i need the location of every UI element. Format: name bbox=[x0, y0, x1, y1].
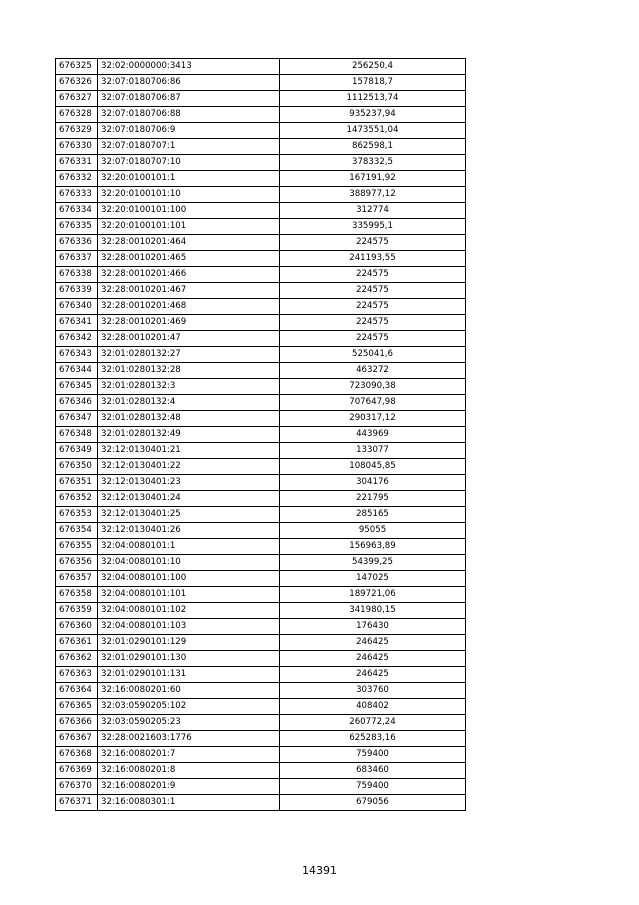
row-id-cell: 676330 bbox=[56, 139, 98, 155]
table-row bbox=[56, 427, 466, 443]
cadastral-number-cell: 32:28:0010201:464 bbox=[98, 235, 280, 251]
table-row bbox=[56, 219, 466, 235]
table-row bbox=[56, 75, 466, 91]
row-id-cell: 676362 bbox=[56, 651, 98, 667]
cadastral-number-cell: 32:12:0130401:22 bbox=[98, 459, 280, 475]
cadastral-number-cell: 32:20:0100101:10 bbox=[98, 187, 280, 203]
cadastral-number-cell: 32:04:0080101:1 bbox=[98, 539, 280, 555]
row-id-cell: 676368 bbox=[56, 747, 98, 763]
cadastral-number-cell: 32:07:0180707:10 bbox=[98, 155, 280, 171]
row-id-cell: 676369 bbox=[56, 763, 98, 779]
value-cell: 408402 bbox=[280, 699, 466, 715]
row-id-cell: 676370 bbox=[56, 779, 98, 795]
row-id-cell: 676355 bbox=[56, 539, 98, 555]
value-cell: 378332,5 bbox=[280, 155, 466, 171]
value-cell: 224575 bbox=[280, 267, 466, 283]
row-id-cell: 676335 bbox=[56, 219, 98, 235]
cadastral-number-cell: 32:04:0080101:101 bbox=[98, 587, 280, 603]
table-row bbox=[56, 299, 466, 315]
row-id-cell: 676361 bbox=[56, 635, 98, 651]
cadastral-number-cell: 32:28:0010201:467 bbox=[98, 283, 280, 299]
cadastral-number-cell: 32:01:0280132:48 bbox=[98, 411, 280, 427]
row-id-cell: 676338 bbox=[56, 267, 98, 283]
table-row bbox=[56, 555, 466, 571]
value-cell: 1112513,74 bbox=[280, 91, 466, 107]
value-cell: 935237,94 bbox=[280, 107, 466, 123]
table-row bbox=[56, 795, 466, 811]
cadastral-number-cell: 32:01:0280132:49 bbox=[98, 427, 280, 443]
value-cell: 625283,16 bbox=[280, 731, 466, 747]
table-row bbox=[56, 91, 466, 107]
table-row bbox=[56, 411, 466, 427]
table-row bbox=[56, 779, 466, 795]
row-id-cell: 676354 bbox=[56, 523, 98, 539]
value-cell: 260772,24 bbox=[280, 715, 466, 731]
cadastral-number-cell: 32:28:0021603:1776 bbox=[98, 731, 280, 747]
value-cell: 224575 bbox=[280, 331, 466, 347]
value-cell: 723090,38 bbox=[280, 379, 466, 395]
cadastral-number-cell: 32:16:0080201:9 bbox=[98, 779, 280, 795]
table-row bbox=[56, 651, 466, 667]
value-cell: 224575 bbox=[280, 299, 466, 315]
table-row bbox=[56, 123, 466, 139]
table-row bbox=[56, 155, 466, 171]
row-id-cell: 676325 bbox=[56, 59, 98, 75]
table-row bbox=[56, 251, 466, 267]
value-cell: 246425 bbox=[280, 651, 466, 667]
cadastral-number-cell: 32:01:0280132:27 bbox=[98, 347, 280, 363]
row-id-cell: 676348 bbox=[56, 427, 98, 443]
cadastral-number-cell: 32:28:0010201:469 bbox=[98, 315, 280, 331]
value-cell: 707647,98 bbox=[280, 395, 466, 411]
row-id-cell: 676349 bbox=[56, 443, 98, 459]
table-row bbox=[56, 379, 466, 395]
table-row bbox=[56, 363, 466, 379]
row-id-cell: 676329 bbox=[56, 123, 98, 139]
cadastral-number-cell: 32:16:0080301:1 bbox=[98, 795, 280, 811]
value-cell: 443969 bbox=[280, 427, 466, 443]
value-cell: 388977,12 bbox=[280, 187, 466, 203]
table-row bbox=[56, 683, 466, 699]
value-cell: 95055 bbox=[280, 523, 466, 539]
value-cell: 246425 bbox=[280, 667, 466, 683]
table-row bbox=[56, 475, 466, 491]
row-id-cell: 676357 bbox=[56, 571, 98, 587]
cadastral-number-cell: 32:20:0100101:100 bbox=[98, 203, 280, 219]
value-cell: 156963,89 bbox=[280, 539, 466, 555]
table-row bbox=[56, 539, 466, 555]
row-id-cell: 676334 bbox=[56, 203, 98, 219]
value-cell: 167191,92 bbox=[280, 171, 466, 187]
value-cell: 759400 bbox=[280, 779, 466, 795]
cadastral-number-cell: 32:12:0130401:24 bbox=[98, 491, 280, 507]
table-row bbox=[56, 715, 466, 731]
table-row bbox=[56, 507, 466, 523]
cadastral-number-cell: 32:07:0180707:1 bbox=[98, 139, 280, 155]
cadastral-number-cell: 32:28:0010201:465 bbox=[98, 251, 280, 267]
value-cell: 189721,06 bbox=[280, 587, 466, 603]
value-cell: 335995,1 bbox=[280, 219, 466, 235]
value-cell: 303760 bbox=[280, 683, 466, 699]
table-row bbox=[56, 443, 466, 459]
row-id-cell: 676359 bbox=[56, 603, 98, 619]
value-cell: 157818,7 bbox=[280, 75, 466, 91]
value-cell: 862598,1 bbox=[280, 139, 466, 155]
table-row bbox=[56, 587, 466, 603]
table-row bbox=[56, 635, 466, 651]
table-row bbox=[56, 747, 466, 763]
cadastral-number-cell: 32:01:0290101:129 bbox=[98, 635, 280, 651]
value-cell: 221795 bbox=[280, 491, 466, 507]
cadastral-number-cell: 32:28:0010201:466 bbox=[98, 267, 280, 283]
cadastral-number-cell: 32:01:0280132:3 bbox=[98, 379, 280, 395]
row-id-cell: 676331 bbox=[56, 155, 98, 171]
table-row bbox=[56, 59, 466, 75]
cadastral-number-cell: 32:01:0290101:130 bbox=[98, 651, 280, 667]
table-row bbox=[56, 459, 466, 475]
row-id-cell: 676344 bbox=[56, 363, 98, 379]
row-id-cell: 676343 bbox=[56, 347, 98, 363]
cadastral-number-cell: 32:07:0180706:86 bbox=[98, 75, 280, 91]
row-id-cell: 676346 bbox=[56, 395, 98, 411]
cadastral-number-cell: 32:07:0180706:9 bbox=[98, 123, 280, 139]
row-id-cell: 676351 bbox=[56, 475, 98, 491]
table-row bbox=[56, 267, 466, 283]
cadastral-number-cell: 32:07:0180706:87 bbox=[98, 91, 280, 107]
row-id-cell: 676365 bbox=[56, 699, 98, 715]
row-id-cell: 676371 bbox=[56, 795, 98, 811]
cadastral-number-cell: 32:28:0010201:468 bbox=[98, 299, 280, 315]
cadastral-number-cell: 32:16:0080201:8 bbox=[98, 763, 280, 779]
row-id-cell: 676340 bbox=[56, 299, 98, 315]
value-cell: 133077 bbox=[280, 443, 466, 459]
cadastral-number-cell: 32:01:0280132:28 bbox=[98, 363, 280, 379]
row-id-cell: 676326 bbox=[56, 75, 98, 91]
value-cell: 525041,6 bbox=[280, 347, 466, 363]
cadastral-number-cell: 32:16:0080201:7 bbox=[98, 747, 280, 763]
row-id-cell: 676327 bbox=[56, 91, 98, 107]
cadastral-number-cell: 32:20:0100101:101 bbox=[98, 219, 280, 235]
row-id-cell: 676345 bbox=[56, 379, 98, 395]
row-id-cell: 676333 bbox=[56, 187, 98, 203]
table-row bbox=[56, 491, 466, 507]
row-id-cell: 676350 bbox=[56, 459, 98, 475]
table-row bbox=[56, 187, 466, 203]
value-cell: 224575 bbox=[280, 315, 466, 331]
value-cell: 759400 bbox=[280, 747, 466, 763]
row-id-cell: 676347 bbox=[56, 411, 98, 427]
table-row bbox=[56, 283, 466, 299]
row-id-cell: 676342 bbox=[56, 331, 98, 347]
cadastral-number-cell: 32:04:0080101:102 bbox=[98, 603, 280, 619]
cadastral-number-cell: 32:20:0100101:1 bbox=[98, 171, 280, 187]
cadastral-number-cell: 32:03:0590205:102 bbox=[98, 699, 280, 715]
value-cell: 176430 bbox=[280, 619, 466, 635]
value-cell: 463272 bbox=[280, 363, 466, 379]
value-cell: 683460 bbox=[280, 763, 466, 779]
value-cell: 679056 bbox=[280, 795, 466, 811]
value-cell: 54399,25 bbox=[280, 555, 466, 571]
table-row bbox=[56, 315, 466, 331]
value-cell: 1473551,04 bbox=[280, 123, 466, 139]
table-row bbox=[56, 603, 466, 619]
row-id-cell: 676336 bbox=[56, 235, 98, 251]
cadastral-number-cell: 32:12:0130401:26 bbox=[98, 523, 280, 539]
cadastral-number-cell: 32:04:0080101:100 bbox=[98, 571, 280, 587]
data-table bbox=[55, 58, 466, 811]
value-cell: 341980,15 bbox=[280, 603, 466, 619]
table-body bbox=[56, 59, 466, 811]
cadastral-number-cell: 32:12:0130401:21 bbox=[98, 443, 280, 459]
table-row bbox=[56, 667, 466, 683]
value-cell: 304176 bbox=[280, 475, 466, 491]
row-id-cell: 676366 bbox=[56, 715, 98, 731]
row-id-cell: 676341 bbox=[56, 315, 98, 331]
table-row bbox=[56, 203, 466, 219]
row-id-cell: 676328 bbox=[56, 107, 98, 123]
table-row bbox=[56, 699, 466, 715]
value-cell: 290317,12 bbox=[280, 411, 466, 427]
row-id-cell: 676352 bbox=[56, 491, 98, 507]
cadastral-number-cell: 32:28:0010201:47 bbox=[98, 331, 280, 347]
cadastral-number-cell: 32:04:0080101:10 bbox=[98, 555, 280, 571]
cadastral-number-cell: 32:01:0290101:131 bbox=[98, 667, 280, 683]
cadastral-number-cell: 32:16:0080201:60 bbox=[98, 683, 280, 699]
table-row bbox=[56, 171, 466, 187]
table-row bbox=[56, 139, 466, 155]
table-row bbox=[56, 395, 466, 411]
table-row bbox=[56, 235, 466, 251]
table-row bbox=[56, 619, 466, 635]
value-cell: 224575 bbox=[280, 235, 466, 251]
table-row bbox=[56, 331, 466, 347]
table-row bbox=[56, 347, 466, 363]
table-row bbox=[56, 731, 466, 747]
row-id-cell: 676332 bbox=[56, 171, 98, 187]
row-id-cell: 676363 bbox=[56, 667, 98, 683]
table-row bbox=[56, 107, 466, 123]
table-row bbox=[56, 763, 466, 779]
table-row bbox=[56, 523, 466, 539]
row-id-cell: 676353 bbox=[56, 507, 98, 523]
row-id-cell: 676367 bbox=[56, 731, 98, 747]
cadastral-number-cell: 32:12:0130401:25 bbox=[98, 507, 280, 523]
row-id-cell: 676360 bbox=[56, 619, 98, 635]
value-cell: 108045,85 bbox=[280, 459, 466, 475]
cadastral-number-cell: 32:03:0590205:23 bbox=[98, 715, 280, 731]
row-id-cell: 676339 bbox=[56, 283, 98, 299]
row-id-cell: 676356 bbox=[56, 555, 98, 571]
value-cell: 256250,4 bbox=[280, 59, 466, 75]
value-cell: 224575 bbox=[280, 283, 466, 299]
row-id-cell: 676364 bbox=[56, 683, 98, 699]
table-row bbox=[56, 571, 466, 587]
value-cell: 241193,55 bbox=[280, 251, 466, 267]
cadastral-number-cell: 32:02:0000000:3413 bbox=[98, 59, 280, 75]
page-number: 14391 bbox=[302, 864, 337, 877]
value-cell: 246425 bbox=[280, 635, 466, 651]
row-id-cell: 676337 bbox=[56, 251, 98, 267]
value-cell: 147025 bbox=[280, 571, 466, 587]
value-cell: 312774 bbox=[280, 203, 466, 219]
cadastral-number-cell: 32:12:0130401:23 bbox=[98, 475, 280, 491]
cadastral-number-cell: 32:01:0280132:4 bbox=[98, 395, 280, 411]
cadastral-number-cell: 32:04:0080101:103 bbox=[98, 619, 280, 635]
value-cell: 285165 bbox=[280, 507, 466, 523]
row-id-cell: 676358 bbox=[56, 587, 98, 603]
cadastral-number-cell: 32:07:0180706:88 bbox=[98, 107, 280, 123]
